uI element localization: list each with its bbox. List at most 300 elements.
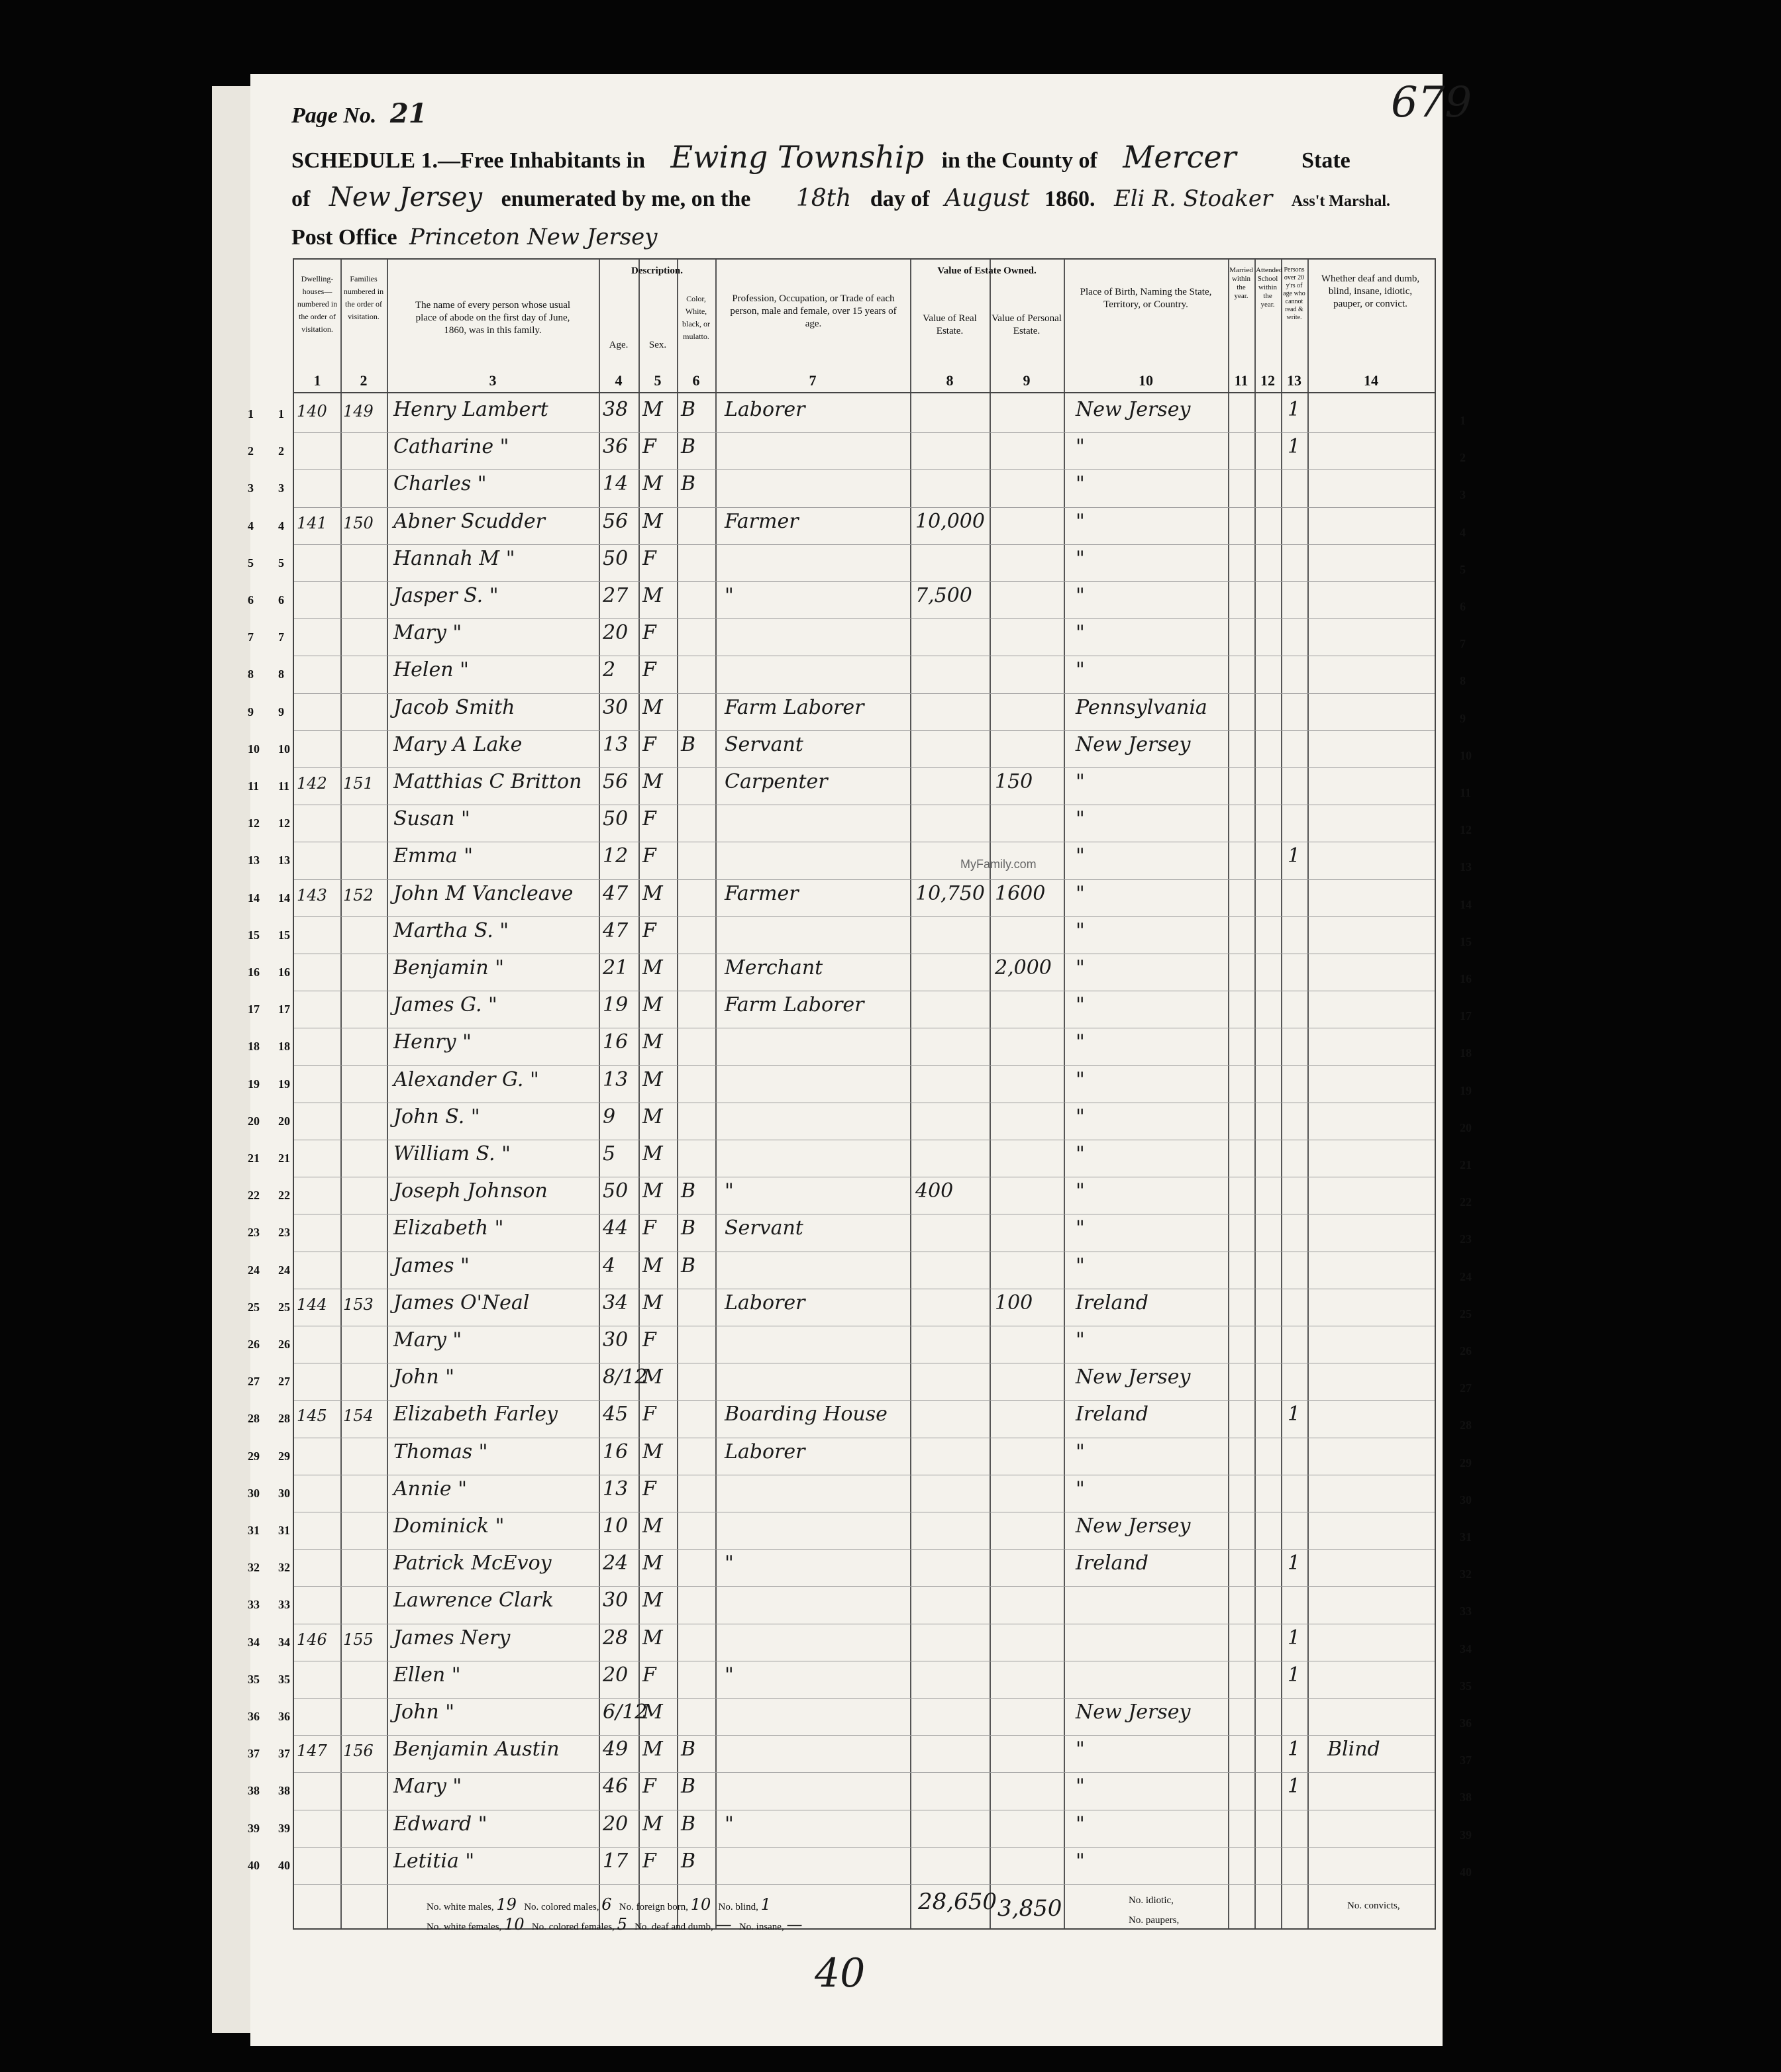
person-name: Elizabeth " [393, 1216, 504, 1240]
line-number-right: 28 [1460, 1418, 1472, 1432]
person-name: Charles " [393, 472, 487, 496]
illiterate-mark: 1 [1288, 1775, 1301, 1799]
birthplace: " [1076, 881, 1085, 905]
family-number: 153 [343, 1295, 374, 1314]
age: 56 [603, 509, 629, 533]
line-number: 38 [248, 1784, 260, 1798]
person-name: Letitia " [393, 1849, 475, 1873]
sex: M [642, 993, 663, 1017]
page-edge [212, 86, 252, 2033]
idiotic-label: No. idiotic, [1129, 1895, 1174, 1906]
person-name: Catharine " [393, 435, 509, 459]
age: 10 [603, 1514, 629, 1538]
col-7-header: Profession, Occupation, or Trade of each person, male and female, over 15 years of age. [730, 293, 897, 329]
col-4-header: Age. [609, 340, 629, 350]
real-estate-value: 7,500 [915, 584, 972, 607]
line-number-right: 22 [1460, 1195, 1472, 1209]
line-number-right: 7 [1460, 637, 1466, 651]
line-number: 21 [248, 1152, 260, 1165]
line-number-right: 32 [1460, 1567, 1472, 1581]
line-number: 22 [248, 1189, 260, 1203]
person-name: Thomas " [393, 1440, 488, 1463]
occupation: Laborer [725, 398, 805, 421]
col-number: 8 [946, 372, 954, 389]
line-number: 7 [248, 630, 254, 644]
birthplace: Pennsylvania [1076, 695, 1207, 719]
color: B [681, 1179, 696, 1203]
line-number-inner: 22 [278, 1189, 290, 1203]
line-number: 4 [248, 518, 254, 532]
col-11-header: Married within the year. [1229, 266, 1253, 300]
color: B [681, 1849, 696, 1873]
table-row [248, 730, 1472, 768]
table-row [248, 1363, 1472, 1401]
line-number: 39 [248, 1821, 260, 1835]
line-number: 19 [248, 1077, 260, 1091]
col-3-header: The name of every person whose usual place of abode on the first day of June, 1860, was in this family. [415, 300, 571, 336]
enumerated-label: enumerated by me, on the [501, 187, 751, 211]
line-number-inner: 9 [278, 705, 284, 718]
birthplace: " [1076, 807, 1085, 831]
occupation: Servant [725, 732, 803, 756]
birthplace: New Jersey [1076, 732, 1191, 756]
sex: M [642, 472, 663, 496]
col-13-header: Persons over 20 y'rs of age who cannot read & write. [1283, 266, 1305, 321]
age: 8/12 [603, 1365, 648, 1389]
line-number: 24 [248, 1263, 260, 1277]
person-name: Martha S. " [393, 918, 509, 942]
line-number-inner: 17 [278, 1003, 290, 1016]
family-number: 150 [343, 513, 374, 532]
line-number-right: 39 [1460, 1828, 1472, 1842]
table-row [248, 395, 1466, 433]
sex: F [642, 546, 656, 570]
line-number-inner: 23 [278, 1226, 290, 1240]
line-number-right: 21 [1460, 1158, 1472, 1171]
table-row [248, 507, 1466, 545]
birthplace: " [1076, 1328, 1085, 1352]
age: 4 [603, 1254, 616, 1277]
birthplace: " [1076, 1440, 1085, 1463]
line-number: 28 [248, 1412, 260, 1426]
age: 20 [603, 621, 629, 645]
line-number: 13 [248, 854, 260, 867]
table-row [248, 1326, 1472, 1363]
illiterate-mark: 1 [1288, 1403, 1301, 1426]
line-number-right: 5 [1460, 562, 1466, 576]
day-of-label: day of [870, 187, 930, 211]
person-name: Susan " [393, 807, 470, 831]
line-number-inner: 3 [278, 481, 284, 495]
age: 13 [603, 1067, 629, 1091]
line-number: 1 [248, 407, 254, 420]
birthplace: " [1076, 1812, 1085, 1836]
dwelling-number: 141 [297, 513, 327, 532]
line-number-inner: 29 [278, 1449, 290, 1463]
age: 27 [603, 584, 629, 607]
age: 24 [603, 1552, 629, 1575]
line-number-inner: 32 [278, 1561, 290, 1575]
birthplace: Ireland [1076, 1552, 1148, 1575]
person-name: Hannah M " [393, 546, 515, 570]
table-row [248, 544, 1466, 582]
line-number-right: 20 [1460, 1120, 1472, 1134]
birthplace: " [1076, 1775, 1085, 1799]
table-row [248, 767, 1472, 805]
occupation: " [725, 1179, 734, 1203]
table-row [248, 1400, 1472, 1438]
line-number-inner: 26 [278, 1338, 290, 1351]
dwelling-number: 147 [297, 1742, 327, 1761]
marshal-label: Ass't Marshal. [1291, 193, 1391, 210]
line-number-inner: 21 [278, 1152, 290, 1165]
col-number: 7 [809, 372, 817, 389]
line-number-inner: 34 [278, 1635, 290, 1649]
birthplace: " [1076, 993, 1085, 1017]
line-number: 16 [248, 965, 260, 979]
line-number-right: 18 [1460, 1046, 1472, 1060]
line-number-inner: 13 [278, 854, 290, 867]
illiterate-mark: 1 [1288, 398, 1301, 421]
age: 38 [603, 398, 629, 421]
line-number: 10 [248, 742, 260, 756]
table-row [248, 954, 1472, 991]
birthplace: " [1076, 472, 1085, 496]
line-number-inner: 25 [278, 1300, 290, 1314]
birthplace: " [1076, 621, 1085, 645]
birthplace: " [1076, 1030, 1085, 1054]
line-number: 40 [248, 1858, 260, 1872]
table-row [248, 432, 1466, 470]
person-name: James " [393, 1254, 470, 1277]
person-name: Mary " [393, 1328, 462, 1352]
line-number: 25 [248, 1300, 260, 1314]
personal-estate-value: 2,000 [995, 956, 1052, 979]
line-number-inner: 12 [278, 816, 290, 830]
line-number-right: 27 [1460, 1381, 1472, 1395]
birthplace: " [1076, 1254, 1085, 1277]
person-name: Mary " [393, 1775, 462, 1799]
line-number-inner: 18 [278, 1040, 290, 1054]
age: 16 [603, 1440, 629, 1463]
sex: M [642, 1142, 663, 1165]
table-row [248, 1661, 1472, 1699]
convicts-label: No. convicts, [1347, 1900, 1400, 1911]
sex: M [642, 1514, 663, 1538]
sex: M [642, 1701, 663, 1724]
line-number: 15 [248, 928, 260, 942]
dwelling-number: 144 [297, 1295, 327, 1314]
line-number-right: 25 [1460, 1307, 1472, 1320]
col-number: 6 [692, 372, 700, 389]
marshal-name: Eli R. Stoaker [1113, 185, 1273, 212]
age: 12 [603, 844, 629, 868]
person-name: Emma " [393, 844, 474, 868]
line-number-inner: 7 [278, 630, 284, 644]
color: B [681, 472, 696, 496]
line-number-right: 33 [1460, 1604, 1472, 1618]
person-name: James Nery [393, 1626, 511, 1650]
table-row [248, 1028, 1472, 1065]
person-name: Ellen " [393, 1663, 461, 1687]
occupation: " [725, 584, 734, 607]
col-number: 1 [313, 372, 321, 389]
line-number-right: 29 [1460, 1455, 1472, 1469]
age: 34 [603, 1291, 629, 1314]
line-number: 20 [248, 1114, 260, 1128]
table-row [248, 842, 1472, 879]
occupation: Merchant [725, 956, 823, 979]
birthplace: " [1076, 1179, 1085, 1203]
birthplace: New Jersey [1076, 1365, 1191, 1389]
line-number-right: 1 [1460, 414, 1466, 427]
sex: M [642, 770, 663, 793]
sex: M [642, 1365, 663, 1389]
occupation: Carpenter [725, 770, 828, 793]
person-name: Mary " [393, 621, 462, 645]
sex: M [642, 956, 663, 979]
line-number-right: 38 [1460, 1791, 1472, 1804]
line-number: 6 [248, 593, 254, 607]
line-number-inner: 40 [278, 1858, 290, 1872]
line-number-right: 3 [1460, 488, 1466, 502]
line-number: 32 [248, 1561, 260, 1575]
sex: M [642, 1552, 663, 1575]
line-number: 27 [248, 1375, 260, 1389]
line-number-inner: 20 [278, 1114, 290, 1128]
birthplace: " [1076, 584, 1085, 607]
post-office-label: Post Office [291, 225, 397, 250]
post-office-line [291, 224, 658, 250]
line-number: 8 [248, 667, 254, 681]
person-name: James G. " [393, 993, 497, 1017]
line-number-inner: 30 [278, 1486, 290, 1500]
line-number-inner: 31 [278, 1524, 290, 1537]
line-number: 34 [248, 1635, 260, 1649]
age: 6/12 [603, 1701, 648, 1724]
table-row [248, 805, 1472, 842]
header-rule [294, 392, 1435, 393]
sex: M [642, 881, 663, 905]
col-14-header: Whether deaf and dumb, blind, insane, idiotic, pauper, or convict. [1321, 273, 1420, 309]
table-row [248, 1512, 1472, 1550]
birthplace: " [1076, 1105, 1085, 1128]
sex: M [642, 509, 663, 533]
age: 13 [603, 1477, 629, 1501]
occupation: " [725, 1552, 734, 1575]
family-number: 156 [343, 1742, 374, 1761]
page-number: 21 [389, 98, 427, 129]
line-number-right: 15 [1460, 934, 1472, 948]
occupation: Boarding House [725, 1403, 888, 1426]
illiterate-mark: 1 [1288, 1663, 1301, 1687]
birthplace: " [1076, 1849, 1085, 1873]
table-row [248, 1586, 1472, 1624]
age: 49 [603, 1738, 629, 1761]
person-name: Annie " [393, 1477, 467, 1501]
estate-header: Value of Estate Owned. [937, 266, 1037, 276]
age: 30 [603, 1328, 629, 1352]
line-number-right: 17 [1460, 1009, 1472, 1023]
sex: F [642, 1775, 656, 1799]
sex: M [642, 584, 663, 607]
line-number-right: 31 [1460, 1530, 1472, 1544]
line-number-right: 26 [1460, 1344, 1472, 1357]
sex: F [642, 1849, 656, 1873]
age: 45 [603, 1403, 629, 1426]
person-name: Edward " [393, 1812, 487, 1836]
personal-estate-value: 100 [995, 1291, 1033, 1314]
sex: F [642, 732, 656, 756]
table-row [248, 1177, 1472, 1214]
occupation: " [725, 1812, 734, 1836]
sex: F [642, 1477, 656, 1501]
year: 1860. [1044, 187, 1095, 211]
color: B [681, 1216, 696, 1240]
line-number: 12 [248, 816, 260, 830]
table-row [248, 1624, 1472, 1661]
age: 14 [603, 472, 629, 496]
line-number-inner: 28 [278, 1412, 290, 1426]
state: New Jersey [329, 182, 483, 213]
line-number-inner: 8 [278, 667, 284, 681]
sex: F [642, 1328, 656, 1352]
line-number-right: 36 [1460, 1716, 1472, 1730]
birthplace: " [1076, 1216, 1085, 1240]
line-number-inner: 39 [278, 1821, 290, 1835]
table-row [248, 1475, 1472, 1512]
sex: M [642, 695, 663, 719]
paupers-label: No. paupers, [1129, 1915, 1180, 1926]
occupation: Servant [725, 1216, 803, 1240]
page-number-line [291, 98, 427, 129]
table-row [248, 693, 1466, 731]
person-name: James O'Neal [393, 1291, 530, 1314]
line-number-right: 14 [1460, 897, 1472, 911]
line-number: 36 [248, 1710, 260, 1723]
line-number-inner: 6 [278, 593, 284, 607]
of-label: of [291, 187, 311, 211]
sex: M [642, 398, 663, 421]
state-label: State [1301, 148, 1350, 173]
birthplace: " [1076, 844, 1085, 868]
personal-estate-value: 1600 [995, 881, 1046, 905]
col-2-header: Families numbered in the order of visitation. [343, 274, 384, 321]
line-number: 23 [248, 1226, 260, 1240]
line-number-inner: 19 [278, 1077, 290, 1091]
line-number-inner: 15 [278, 928, 290, 942]
schedule-line [291, 139, 1350, 175]
birthplace: " [1076, 1142, 1085, 1165]
illiterate-mark: 1 [1288, 844, 1301, 868]
occupation: " [725, 1663, 734, 1687]
line-number-inner: 4 [278, 518, 284, 532]
col-number: 3 [489, 372, 497, 389]
table-row [248, 1847, 1472, 1885]
post-office: Princeton New Jersey [409, 224, 658, 250]
person-name: Patrick McEvoy [393, 1552, 552, 1575]
line-number-right: 24 [1460, 1269, 1472, 1283]
occupation: Laborer [725, 1440, 805, 1463]
line-number-right: 2 [1460, 451, 1466, 465]
person-name: Jasper S. " [393, 584, 499, 607]
person-name: John " [393, 1365, 455, 1389]
person-name: Henry Lambert [393, 398, 548, 421]
col-number: 13 [1287, 372, 1301, 389]
age: 13 [603, 732, 629, 756]
sex: M [642, 1440, 663, 1463]
col-9-header: Value of Personal Estate. [992, 313, 1062, 336]
sex: F [642, 1663, 656, 1687]
dwelling-number: 143 [297, 885, 327, 905]
table-row [248, 1214, 1472, 1252]
table-row [248, 1065, 1472, 1103]
person-name: Helen " [393, 658, 469, 682]
age: 50 [603, 807, 629, 831]
person-name: Joseph Johnson [393, 1179, 548, 1203]
line-number-right: 40 [1460, 1865, 1472, 1879]
col-number: 14 [1364, 372, 1378, 389]
line-number-right: 10 [1460, 748, 1472, 762]
col-number: 5 [654, 372, 662, 389]
sex: F [642, 1216, 656, 1240]
sex: M [642, 1291, 663, 1314]
line-number-right: 4 [1460, 525, 1466, 539]
enumeration-line [291, 182, 1390, 213]
birthplace: " [1076, 509, 1085, 533]
person-name: Benjamin " [393, 956, 505, 979]
description-header: Description. [631, 266, 683, 276]
col-number: 4 [615, 372, 623, 389]
sex: F [642, 844, 656, 868]
age: 16 [603, 1030, 629, 1054]
illiterate-mark: 1 [1288, 1626, 1301, 1650]
age: 28 [603, 1626, 629, 1650]
birthplace: " [1076, 956, 1085, 979]
sex: M [642, 1179, 663, 1203]
age: 9 [603, 1105, 616, 1128]
line-number-inner: 27 [278, 1375, 290, 1389]
sex: F [642, 1403, 656, 1426]
person-name: Mary A Lake [393, 732, 523, 756]
person-name: John S. " [393, 1105, 480, 1128]
age: 21 [603, 956, 629, 979]
dwelling-number: 145 [297, 1406, 327, 1426]
person-name: John M Vancleave [393, 881, 574, 905]
dwelling-number: 142 [297, 774, 327, 793]
line-number-right: 6 [1460, 600, 1466, 613]
person-name: John " [393, 1701, 455, 1724]
birthplace: " [1076, 1738, 1085, 1761]
line-number-right: 30 [1460, 1493, 1472, 1506]
color: B [681, 732, 696, 756]
table-row [248, 1549, 1472, 1587]
person-name: Benjamin Austin [393, 1738, 560, 1761]
sex: M [642, 1812, 663, 1836]
table-row [248, 1772, 1472, 1810]
age: 20 [603, 1663, 629, 1687]
personal-estate-total: 3,850 [997, 1895, 1062, 1922]
table-row [248, 879, 1472, 917]
table-row [248, 1735, 1472, 1773]
table-row [248, 916, 1472, 954]
col-number: 2 [360, 372, 368, 389]
sex: M [642, 1738, 663, 1761]
line-number-inner: 5 [278, 556, 284, 569]
age: 47 [603, 918, 629, 942]
bottom-note: 40 [815, 1950, 866, 1997]
family-number: 154 [343, 1406, 374, 1426]
